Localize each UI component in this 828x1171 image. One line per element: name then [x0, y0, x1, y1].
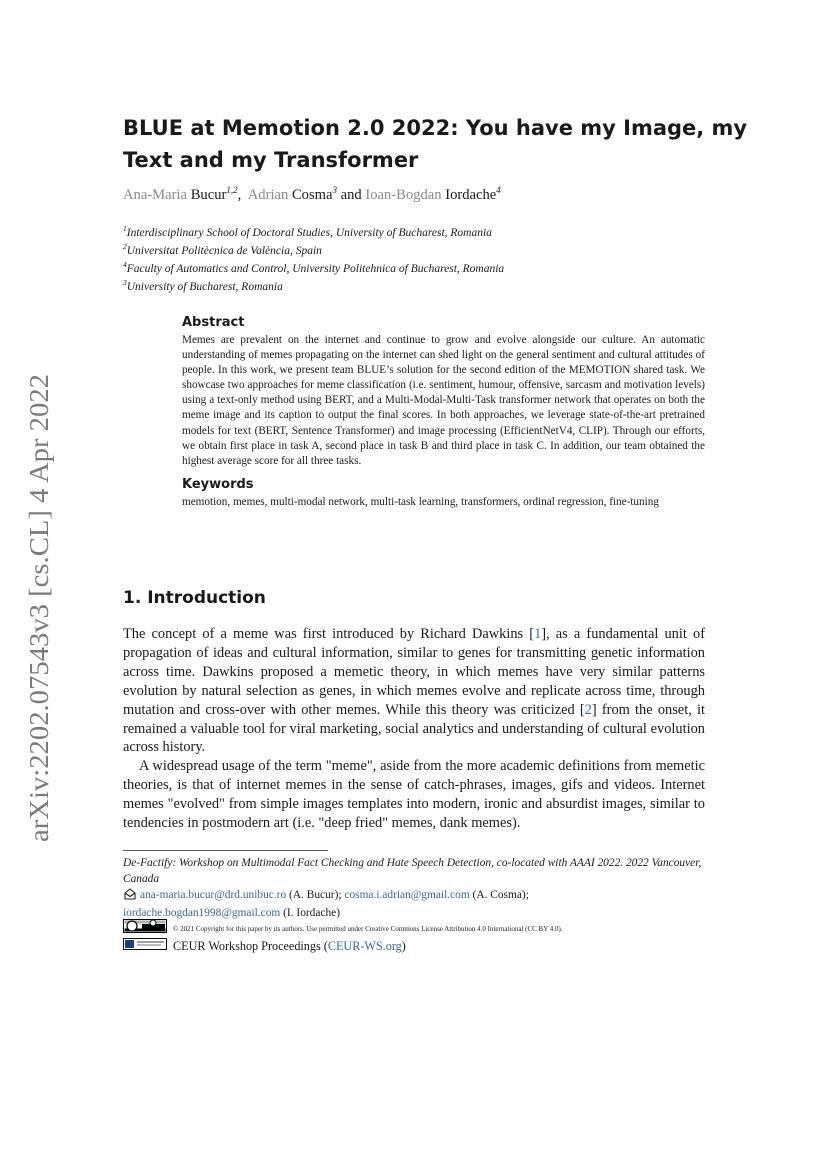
- arxiv-stamp: [14, 372, 58, 844]
- email-link[interactable]: ana-maria.bucur@drd.unibuc.ro: [140, 889, 287, 901]
- affiliation-sup: 2: [123, 242, 127, 251]
- copyright-text: © 2021 Copyright for this paper by its authors. Use permitted under Creative Commons License Attribution 4.0 International (CC BY 4.0).: [173, 924, 563, 933]
- title-line-1: BLUE at Memotion 2.0 2022: You have my Image, my: [123, 116, 748, 140]
- envelope-icon: [123, 888, 137, 905]
- affiliation: [123, 256, 723, 274]
- email-line: [123, 887, 723, 905]
- author-family-name: Iordache: [445, 186, 497, 203]
- arxiv-sidebar: [14, 372, 58, 844]
- keywords-text: memotion, memes, multi-modal network, multi-task learning, transformers, ordinal regression, fine-tuning: [182, 495, 659, 508]
- footnote: [123, 855, 723, 955]
- affiliation-sup: 3: [123, 278, 127, 287]
- text-run: ], as a fundamental unit of propagation of ideas and cultural information, similar to genes for transmitting genetic information across time. Dawkins proposed a memetic theory, in which memes have very similar patterns evolution by natural selection as genes, in which memes evolve and replicate across time, through mutation and cross-over with other memes. While this theory was criticized [: [123, 626, 705, 718]
- email-owner: (A. Cosma);: [469, 889, 529, 901]
- email-owner: (A. Bucur);: [286, 889, 345, 901]
- email-owner: (I. Iordache): [280, 907, 341, 919]
- affiliation: [123, 274, 723, 292]
- author-family-name: Bucur: [190, 186, 227, 203]
- author-separator: ,: [237, 186, 248, 203]
- footnote-rule: [123, 850, 328, 851]
- affiliation-text: Interdisciplinary School of Doctoral Studies, University of Bucharest, Romania: [126, 226, 492, 239]
- affiliation-list: [123, 220, 723, 292]
- author-given-name: Ana-Maria: [123, 186, 188, 203]
- ceur-row: [123, 937, 723, 955]
- author-affil-sup: 3: [332, 185, 337, 195]
- arxiv-id: arXiv:2202.07543v3 [cs.CL] 4 Apr 2022: [24, 401, 54, 842]
- section-heading-introduction: 1. Introduction: [123, 588, 266, 608]
- affiliation-text: Universitat Politècnica de València, Spain: [126, 244, 322, 257]
- author-2: [248, 187, 337, 203]
- keywords-heading: Keywords: [182, 476, 254, 492]
- abstract-heading: Abstract: [182, 315, 245, 330]
- affiliation-sup: 4: [123, 260, 127, 269]
- intro-paragraph-1: [123, 625, 705, 757]
- affiliation: [123, 220, 723, 238]
- paper-title: [123, 112, 763, 176]
- venue-note: De-Factify: Workshop on Multimodal Fact Checking and Hate Speech Detection, co-located with AAAI 2022. 2022 Vancouver, Canada: [123, 857, 702, 885]
- email-line: [123, 905, 723, 921]
- ceur-label-close: ): [401, 939, 406, 953]
- affiliation-text: Faculty of Automatics and Control, University Politehnica of Bucharest, Romania: [126, 262, 505, 275]
- text-run: The concept of a meme was first introduced by Richard Dawkins [: [123, 626, 535, 642]
- author-affil-sup: 4: [496, 185, 501, 195]
- citation-link[interactable]: 2: [584, 701, 592, 718]
- author-given-name: Ioan-Bogdan: [365, 186, 442, 203]
- ceur-proceedings-label: [173, 938, 406, 954]
- abstract-block: [182, 315, 705, 510]
- intro-paragraph-2: A widespread usage of the term "meme", aside from the more academic definitions from memetic theories, is that of internet memes in the sense of catch-phrases, images, gifs and videos. Internet memes "evolved" from simple images templates into modern, ironic and absurdist images, similar to tendencies in postmodern art (i.e. "deep fried" memes, dank memes).: [123, 758, 705, 832]
- text-run: ] from the onset, it remained a valuable tool for viral marketing, social analytics and understanding of cultural evolution across history.: [123, 701, 705, 756]
- ceur-logo-icon: [123, 938, 167, 955]
- affiliation-sup: 1: [123, 224, 127, 233]
- author-1: [123, 187, 238, 203]
- affiliation-text: University of Bucharest, Romania: [126, 280, 283, 293]
- title-line-2: Text and my Transformer: [123, 148, 419, 172]
- ceur-label-text: CEUR Workshop Proceedings (: [173, 939, 328, 953]
- license-row: [123, 921, 723, 936]
- author-given-name: Adrian: [247, 186, 289, 203]
- ceur-ws-link[interactable]: CEUR-WS.org: [327, 939, 402, 953]
- email-link[interactable]: iordache.bogdan1998@gmail.com: [123, 907, 281, 919]
- author-separator: and: [336, 186, 366, 203]
- citation-link[interactable]: 1: [534, 626, 542, 642]
- introduction-body: [123, 625, 705, 833]
- cc-by-badge-icon: [123, 919, 167, 938]
- author-affil-sup: 1,2: [226, 185, 238, 195]
- email-link[interactable]: cosma.i.adrian@gmail.com: [344, 889, 470, 901]
- affiliation: [123, 238, 723, 256]
- author-family-name: Cosma: [291, 186, 333, 203]
- author-3: [365, 187, 500, 203]
- abstract-text: Memes are prevalent on the internet and continue to grow and evolve alongside our culture. An automatic understanding of memes propagating on the internet can shed light on the general sentiment and cultural attitudes of people. In this work, we present team BLUE’s solution for the second edition of the MEMOTION shared task. We showcase two approaches for meme classification (i.e. sentiment, humour, offensive, sarcasm and motivation levels) using a text-only method using BERT, and a Multi-Modal-Multi-Task transformer network that operates on both the meme image and its caption to output the final scores. In both approaches, we leverage state-of-the-art pretrained models for text (BERT, Sentence Transformer) and image processing (EfficientNetV4, CLIP). Through our efforts, we obtain first place in task A, second place in task B and third place in task C. In addition, our team obtained the highest average score for all three tasks.: [182, 334, 705, 467]
- author-list: [123, 185, 501, 204]
